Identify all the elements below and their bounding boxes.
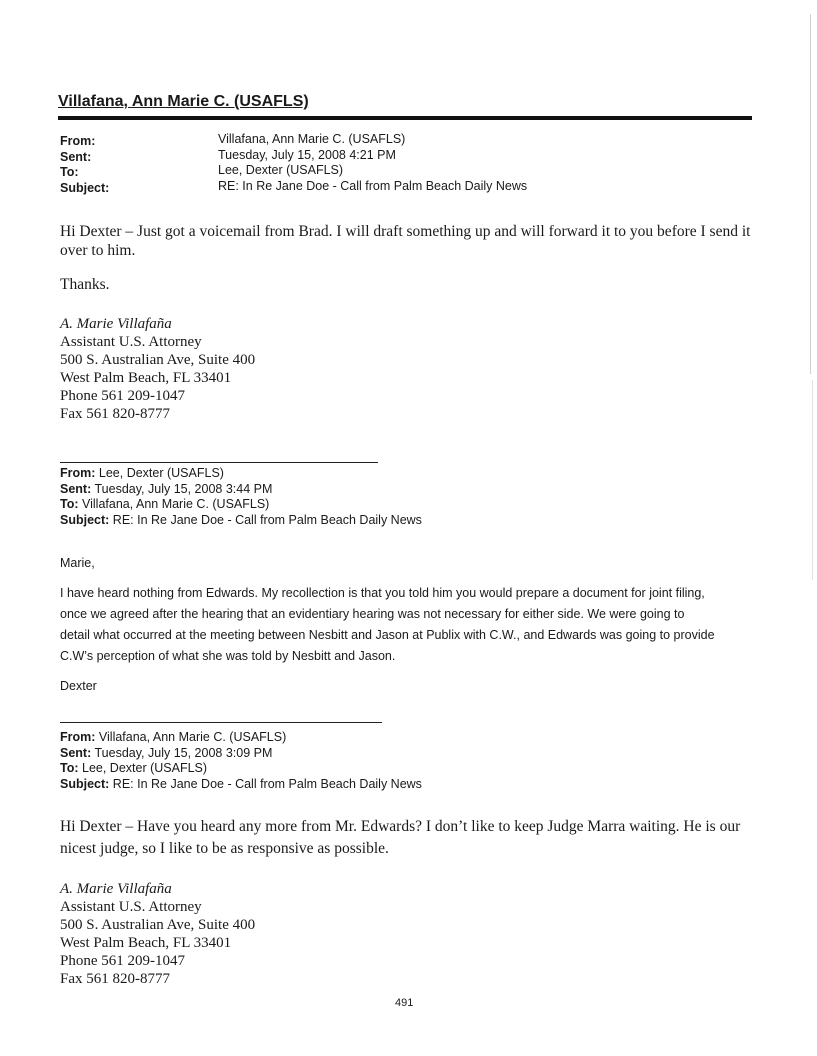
signature-phone: Phone 561 209-1047 <box>60 388 185 404</box>
message1-thanks: Thanks. <box>60 276 110 293</box>
message1-line2: over to him. <box>60 242 136 259</box>
forward2-from: Villafana, Ann Marie C. (USAFLS) <box>98 730 287 744</box>
signature-address2: West Palm Beach, FL 33401 <box>60 370 232 386</box>
forward2-line2: nicest judge, so I like to be as responsive as possible. <box>60 840 389 857</box>
title-rule <box>58 116 752 120</box>
forward1-subject: RE: In Re Jane Doe - Call from Palm Beach Daily News <box>112 512 422 527</box>
signature-title: Assistant U.S. Attorney <box>60 899 202 915</box>
signature-address2: West Palm Beach, FL 33401 <box>60 935 232 951</box>
forward1-from-label: From: <box>60 466 96 480</box>
sent-value: Tuesday, July 15, 2008 4:21 PM <box>218 147 396 162</box>
forward2-sent-label: Sent: <box>60 745 92 760</box>
forward1-line1: I have heard nothing from Edwards. My recollection is that you told him you would prepare a document for joint filing, <box>60 586 705 600</box>
forward1-line3: detail what occurred at the meeting between Nesbitt and Jason at Publix with C.W., and Edwards was going to provide <box>60 628 715 642</box>
forward1-from: Lee, Dexter (USAFLS) <box>98 466 224 480</box>
signature-block-2 <box>60 880 255 988</box>
signature-name: A. Marie Villafaña <box>60 881 172 897</box>
forward2-header <box>60 730 422 792</box>
subject-label: Subject: <box>60 180 110 195</box>
signature-title: Assistant U.S. Attorney <box>60 334 202 350</box>
forward2-to-label: To: <box>60 761 79 775</box>
forward1-subject-label: Subject: <box>60 512 110 527</box>
forward1-sent: Tuesday, July 15, 2008 3:44 PM <box>94 481 273 496</box>
signature-block <box>60 315 255 423</box>
forward1-line4: C.W’s perception of what she was told by Nesbitt and Jason. <box>60 649 396 663</box>
from-value: Villafana, Ann Marie C. (USAFLS) <box>218 132 406 146</box>
forward2-subject-label: Subject: <box>60 776 110 791</box>
forward1-to: Villafana, Ann Marie C. (USAFLS) <box>82 497 270 511</box>
signature-address1: 500 S. Australian Ave, Suite 400 <box>60 352 256 368</box>
header-labels <box>60 134 109 196</box>
forward2-subject: RE: In Re Jane Doe - Call from Palm Beach Daily News <box>112 776 422 791</box>
sent-label: Sent: <box>60 149 92 164</box>
signature-name: A. Marie Villafaña <box>60 316 172 332</box>
signature-address1: 500 S. Australian Ave, Suite 400 <box>60 917 256 933</box>
to-value: Lee, Dexter (USAFLS) <box>218 163 344 177</box>
forward1-greeting: Marie, <box>60 556 95 570</box>
message1-line1: Hi Dexter – Just got a voicemail from Brad. I will draft something up and will forward it to you before I send it <box>60 223 751 240</box>
scan-edge-line <box>812 380 813 580</box>
header-values <box>218 132 527 194</box>
forward1-separator <box>60 462 378 463</box>
forward1-body <box>60 583 760 667</box>
forward2-to: Lee, Dexter (USAFLS) <box>82 761 208 775</box>
scan-edge-line <box>810 14 811 374</box>
document-title: Villafana, Ann Marie C. (USAFLS) <box>58 93 309 110</box>
forward2-line1: Hi Dexter – Have you heard any more from Mr. Edwards? I don’t like to keep Judge Marra waiting. He is our <box>60 818 741 835</box>
to-label: To: <box>60 165 79 179</box>
forward1-closing: Dexter <box>60 679 97 693</box>
subject-value: RE: In Re Jane Doe - Call from Palm Beach Daily News <box>218 178 528 193</box>
signature-fax: Fax 561 820-8777 <box>60 971 170 987</box>
forward1-sent-label: Sent: <box>60 481 92 496</box>
from-label: From: <box>60 134 96 148</box>
signature-phone: Phone 561 209-1047 <box>60 953 185 969</box>
signature-fax: Fax 561 820-8777 <box>60 406 170 422</box>
forward1-line2: once we agreed after the hearing that an evidentiary hearing was not necessary for either side. We were going to <box>60 607 685 621</box>
forward2-sent: Tuesday, July 15, 2008 3:09 PM <box>94 745 273 760</box>
forward2-separator <box>60 722 382 723</box>
forward2-from-label: From: <box>60 730 96 744</box>
page-number: 491 <box>395 997 414 1009</box>
forward1-header <box>60 466 422 528</box>
forward1-to-label: To: <box>60 497 79 511</box>
